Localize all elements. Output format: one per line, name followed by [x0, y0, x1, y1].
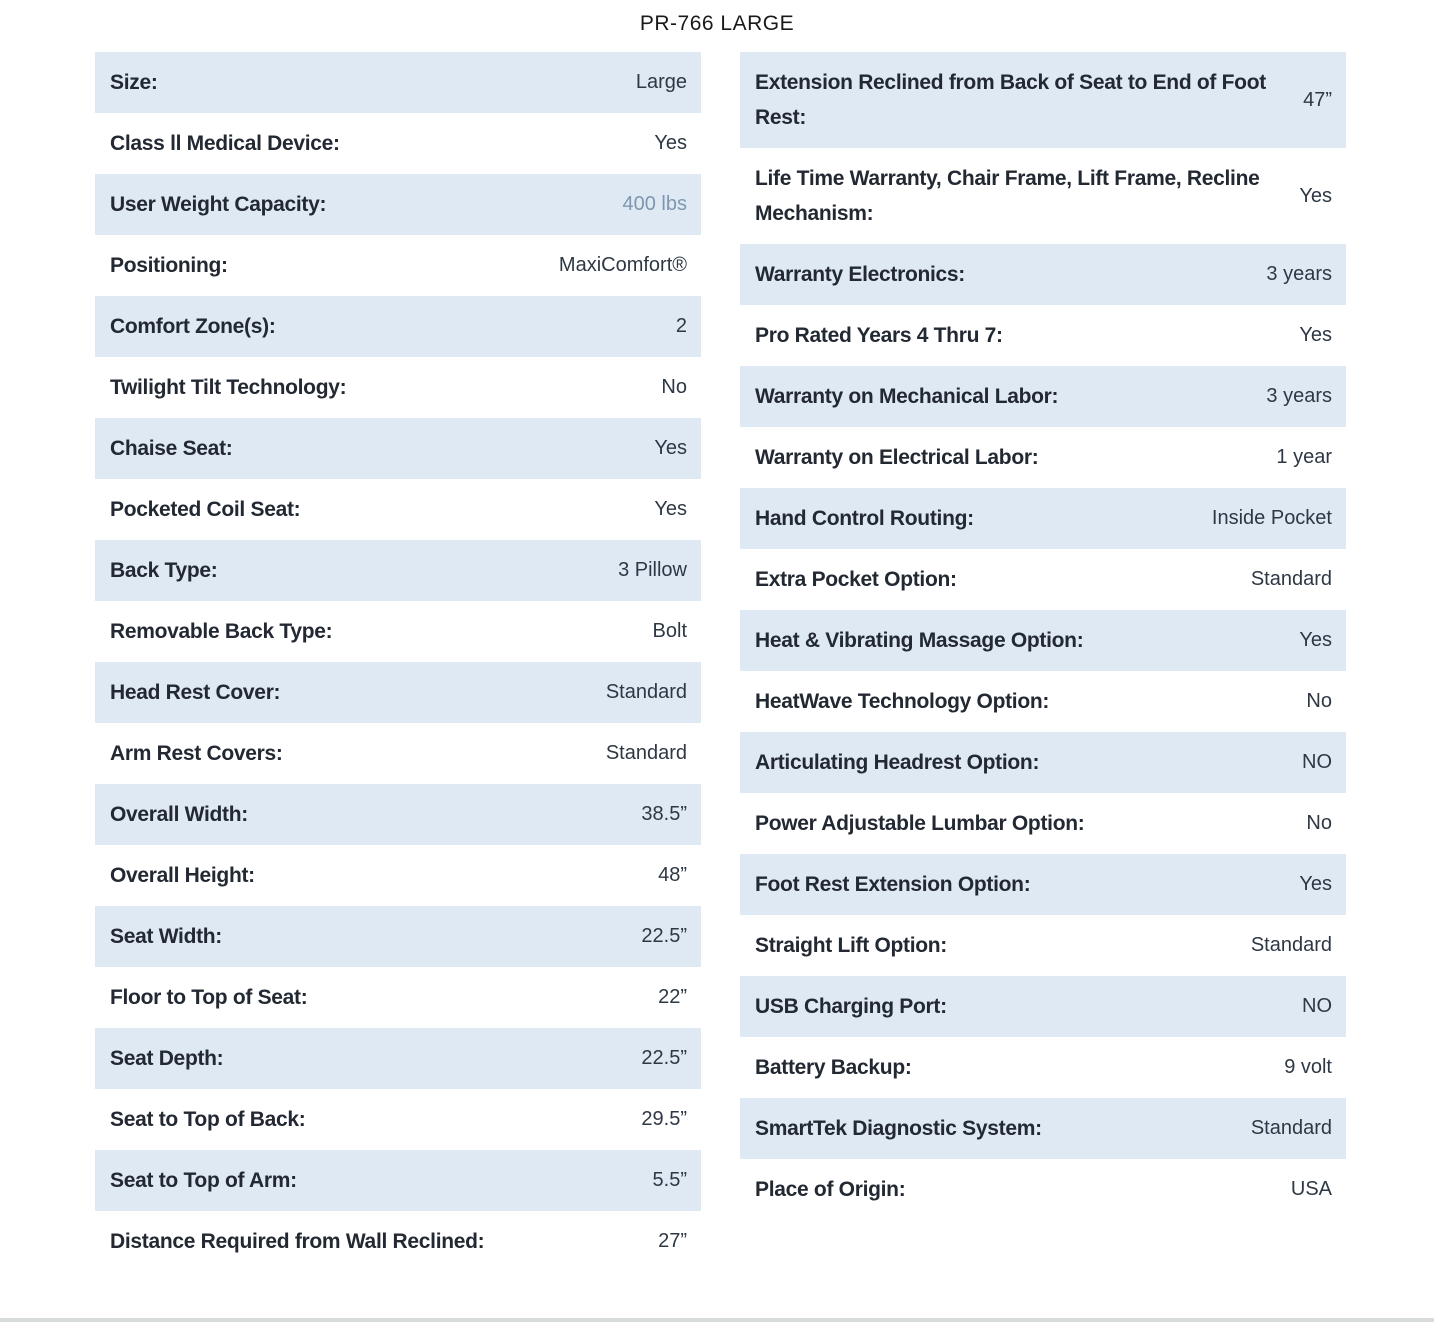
spec-label: Chaise Seat: [110, 437, 233, 460]
spec-row [740, 732, 1346, 793]
spec-value: Inside Pocket [1211, 507, 1332, 529]
spec-value: 3 years [1266, 385, 1332, 407]
spec-row [95, 357, 701, 418]
spec-label: Life Time Warranty, Chair Frame, Lift Frame, Recline Mechanism: [755, 167, 1260, 225]
spec-row [740, 793, 1346, 854]
spec-value: Yes [1299, 324, 1332, 346]
spec-label: Seat to Top of Arm: [110, 1169, 297, 1192]
spec-row [95, 845, 701, 906]
spec-label: Place of Origin: [755, 1178, 906, 1201]
spec-value: 1 year [1276, 446, 1332, 468]
spec-row [95, 174, 701, 235]
spec-row [740, 976, 1346, 1037]
spec-value: Standard [605, 742, 687, 764]
spec-row [95, 1028, 701, 1089]
spec-row [740, 366, 1346, 427]
bottom-divider [0, 1318, 1434, 1322]
spec-value: Standard [1250, 1117, 1332, 1139]
spec-row [95, 906, 701, 967]
spec-row [740, 244, 1346, 305]
spec-value: NO [1302, 995, 1332, 1017]
spec-value: 3 Pillow [618, 559, 687, 581]
spec-row [740, 854, 1346, 915]
spec-label: Arm Rest Covers: [110, 742, 283, 765]
spec-row [95, 296, 701, 357]
spec-row [740, 427, 1346, 488]
spec-value: 27” [658, 1230, 687, 1252]
spec-row [95, 418, 701, 479]
spec-row [740, 1159, 1346, 1220]
spec-value: USA [1290, 1178, 1332, 1200]
spec-column-right [740, 52, 1346, 1220]
spec-label: Comfort Zone(s): [110, 315, 276, 338]
spec-label: HeatWave Technology Option: [755, 690, 1050, 713]
spec-value: NO [1302, 751, 1332, 773]
spec-label: Power Adjustable Lumbar Option: [755, 812, 1085, 835]
spec-row [95, 967, 701, 1028]
spec-row [95, 601, 701, 662]
spec-label: SmartTek Diagnostic System: [755, 1117, 1042, 1140]
spec-value: 22” [658, 986, 687, 1008]
spec-value: No [661, 376, 687, 398]
spec-label: Distance Required from Wall Reclined: [110, 1230, 485, 1253]
spec-label: Positioning: [110, 254, 228, 277]
spec-row [95, 784, 701, 845]
spec-row [740, 1037, 1346, 1098]
spec-label: Class ll Medical Device: [110, 132, 340, 155]
spec-row [95, 52, 701, 113]
spec-label: User Weight Capacity: [110, 193, 327, 216]
spec-label: Straight Lift Option: [755, 934, 947, 957]
spec-label: Twilight Tilt Technology: [110, 376, 347, 399]
spec-value: 5.5” [652, 1169, 687, 1191]
spec-column-left [95, 52, 701, 1272]
spec-label: Overall Height: [110, 864, 255, 887]
spec-value: Standard [1250, 934, 1332, 956]
spec-value: 38.5” [641, 803, 687, 825]
spec-label: Warranty Electronics: [755, 263, 965, 286]
spec-row [740, 671, 1346, 732]
spec-value: 22.5” [641, 1047, 687, 1069]
spec-label: Seat Depth: [110, 1047, 224, 1070]
spec-label: Hand Control Routing: [755, 507, 974, 530]
spec-label: Extension Reclined from Back of Seat to End of Foot Rest: [755, 71, 1266, 129]
spec-row [740, 1098, 1346, 1159]
spec-row [740, 915, 1346, 976]
page-title: PR-766 LARGE [639, 12, 795, 35]
spec-row [95, 662, 701, 723]
spec-label: Battery Backup: [755, 1056, 912, 1079]
spec-value: Large [635, 71, 687, 93]
spec-label: Warranty on Mechanical Labor: [755, 385, 1059, 408]
spec-value: Yes [654, 498, 687, 520]
spec-value: 29.5” [641, 1108, 687, 1130]
spec-value: 9 volt [1284, 1056, 1332, 1078]
spec-value: Yes [654, 437, 687, 459]
spec-label: Pro Rated Years 4 Thru 7: [755, 324, 1003, 347]
spec-row [95, 723, 701, 784]
spec-row [95, 479, 701, 540]
spec-label: USB Charging Port: [755, 995, 947, 1018]
spec-row [740, 488, 1346, 549]
spec-label: Overall Width: [110, 803, 248, 826]
spec-row [95, 113, 701, 174]
spec-label: Removable Back Type: [110, 620, 333, 643]
spec-row [740, 52, 1346, 148]
spec-label: Back Type: [110, 559, 218, 582]
spec-row [740, 610, 1346, 671]
spec-value: Yes [1299, 629, 1332, 651]
spec-label: Warranty on Electrical Labor: [755, 446, 1039, 469]
spec-label: Floor to Top of Seat: [110, 986, 308, 1009]
spec-row [740, 148, 1346, 244]
spec-value: 400 lbs [622, 193, 687, 215]
spec-value: No [1306, 812, 1332, 834]
spec-value: Yes [654, 132, 687, 154]
spec-label: Seat Width: [110, 925, 223, 948]
spec-value: Yes [1299, 873, 1332, 895]
spec-label: Foot Rest Extension Option: [755, 873, 1031, 896]
spec-label: Size: [110, 71, 158, 94]
spec-label: Head Rest Cover: [110, 681, 281, 704]
spec-value: Bolt [652, 620, 687, 642]
spec-value: Standard [605, 681, 687, 703]
spec-label: Articulating Headrest Option: [755, 751, 1040, 774]
spec-row [740, 549, 1346, 610]
spec-value: MaxiComfort® [558, 254, 687, 276]
spec-value: 22.5” [641, 925, 687, 947]
spec-row [95, 1150, 701, 1211]
spec-value: Standard [1250, 568, 1332, 590]
spec-label: Pocketed Coil Seat: [110, 498, 301, 521]
spec-value: 2 [675, 315, 687, 337]
spec-value: 3 years [1266, 263, 1332, 285]
spec-row [95, 1089, 701, 1150]
spec-row [95, 1211, 701, 1272]
spec-label: Heat & Vibrating Massage Option: [755, 629, 1084, 652]
spec-value: 47” [1303, 88, 1332, 111]
spec-value: 48” [658, 864, 687, 886]
spec-value: Yes [1299, 184, 1332, 207]
spec-table [95, 52, 1346, 1272]
spec-label: Extra Pocket Option: [755, 568, 957, 591]
spec-value: No [1306, 690, 1332, 712]
spec-label: Seat to Top of Back: [110, 1108, 306, 1131]
spec-row [740, 305, 1346, 366]
spec-row [95, 235, 701, 296]
spec-row [95, 540, 701, 601]
